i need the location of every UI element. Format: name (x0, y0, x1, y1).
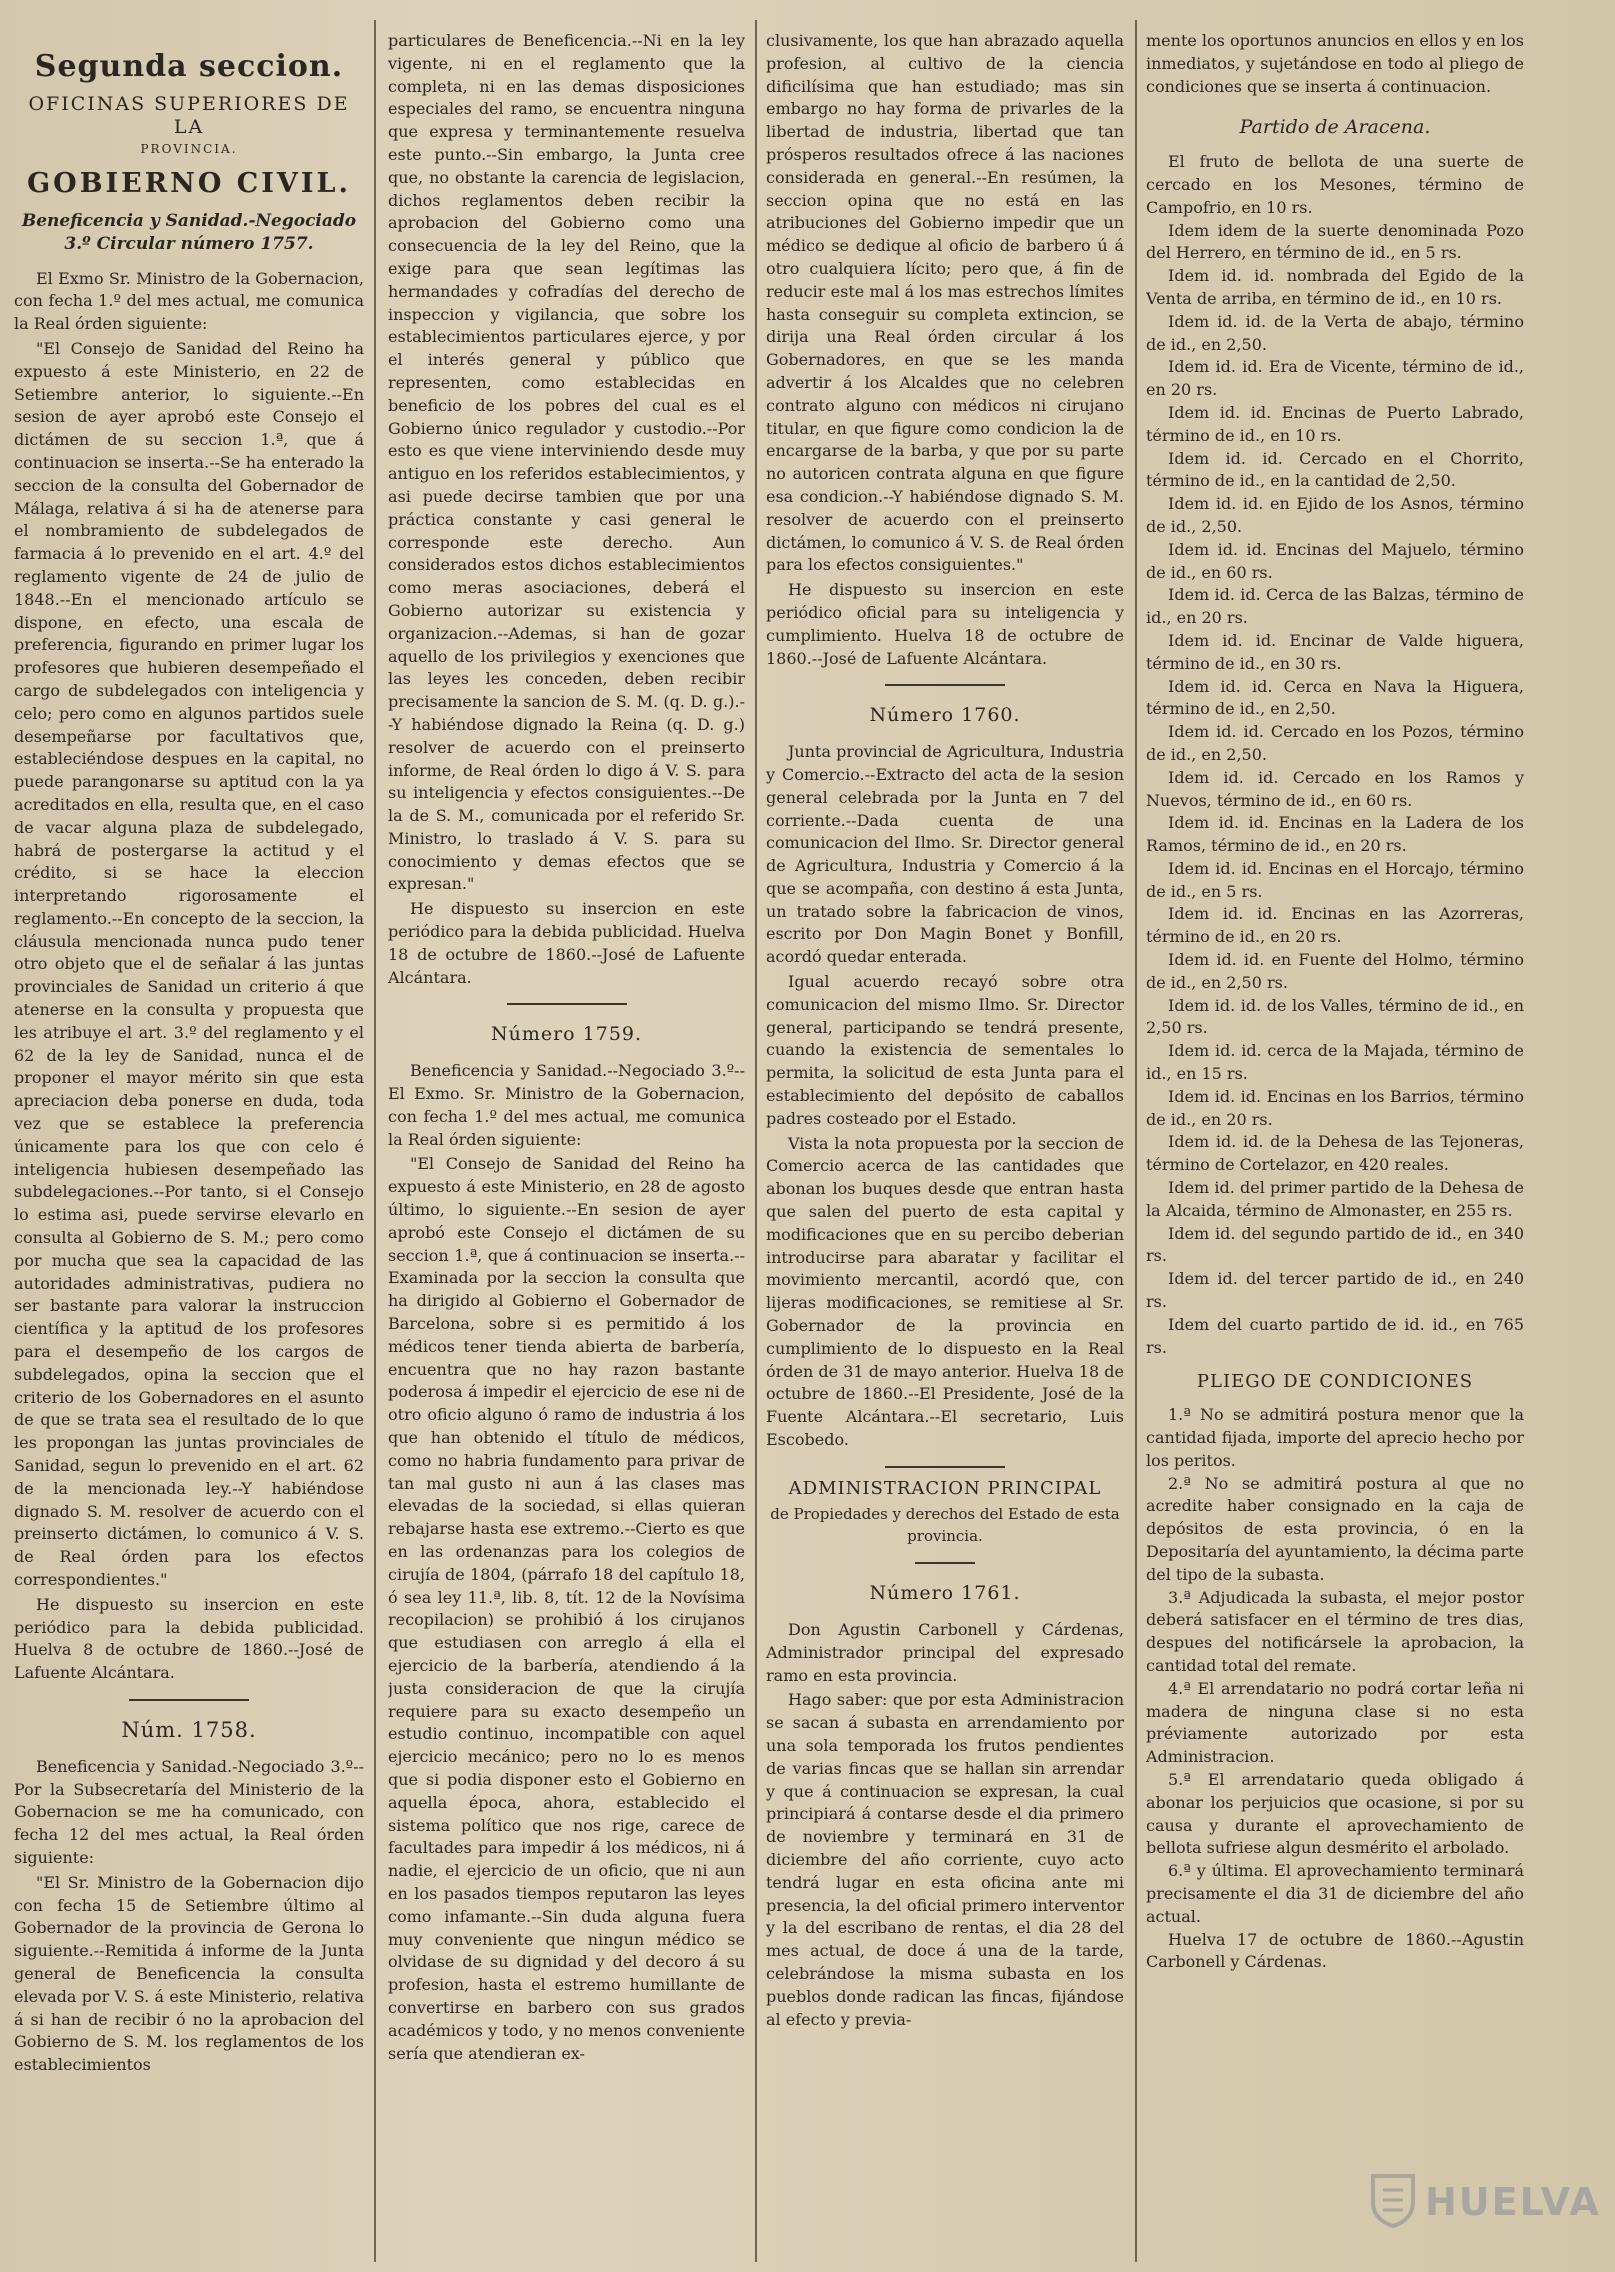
paragraph: particulares de Beneficencia.--Ni en la ley vigente, ni en el reglamento que la completa, ni en las demas disposiciones especiales del ramo, se encuentra ninguna que expresa y terminantemente resuelva este punto.--Sin embargo, la Junta cree que, no obstante la carencia de legislacion, dichos reglamentos deben recibir la aprobacion del Gobierno como una consecuencia de la ley del Reino, que la exige para que sean legítimas las hermandades y cofradías del derecho de inspeccion y vigilancia, que sobre los establecimientos particulares ejerce, y por el interés general y público que representen, como establecidas en beneficio de los pobres del cual es el Gobierno único regulador y custodio.--Por esto es que viene interviniendo desde muy antiguo en los referidos establecimientos, y asi puede decirse tambien que por una práctica constante y casi general le corresponde este derecho. Aun considerados estos dichos establecimientos como meras asociaciones, deberá el Gobierno autorizar su existencia y organizacion.--Ademas, si han de gozar aquello de los privilegios y exenciones que las leyes les conceden, deben recibir precisamente la sancion de S. M. (q. D. g.).--Y habiéndose dignado la Reina (q. D. g.) resolver de acuerdo con el preinserto informe, de Real órden lo digo á V. S. para su inteligencia y efectos consiguientes.--De la de S. M., comunicada por el referido Sr. Ministro, lo traslado á V. S. para su conocimiento y demas efectos que se expresan." (388, 31, 745, 894)
notice-number: Número 1761. (869, 1582, 1021, 1605)
auction-item: Idem id. id. cerca de la Majada, término de id., en 15 rs. (1146, 1041, 1524, 1084)
auction-item: Idem id. del primer partido de la Dehesa de la Alcaida, término de Almonaster, en 255 rs. (1146, 1178, 1524, 1220)
conditions-heading: PLIEGO DE CONDICIONES (1196, 1371, 1474, 1393)
condition-item: 1.ª No se admitirá postura menor que la cantidad fijada, importe del aprecio hecho por los peritos. (1146, 1405, 1524, 1470)
district-heading: Partido de Aracena. (1239, 116, 1431, 139)
auction-item: Idem id. id. Encinas en los Barrios, término de id., en 20 rs. (1146, 1086, 1524, 1129)
column-4 (1146, 30, 1524, 2252)
admin-subheading: de Propiedades y derechos del Estado de esta provincia. (770, 1504, 1120, 1546)
auction-item: Idem id. del segundo partido de id., en 340 rs. (1146, 1223, 1524, 1266)
auction-item: Idem id. id. Encinar de Valde higuera, término de id., en 30 rs. (1146, 630, 1524, 673)
separator (885, 684, 1005, 686)
separator (915, 1562, 975, 1564)
paragraph: He dispuesto su insercion en este periódico para la debida publicidad. Huelva 8 de octubre de 1860.--José de Lafuente Alcántara. (14, 1594, 364, 1683)
auction-item: Idem id. id. Cercado en el Chorrito, término de id., en la cantidad de 2,50. (1146, 448, 1524, 491)
auction-items (1146, 151, 1524, 1359)
auction-item: Idem id. id. en Fuente del Holmo, término de id., en 2,50 rs. (1146, 950, 1524, 992)
column-rule (374, 20, 376, 2262)
paragraph: He dispuesto su insercion en este periódico para la debida publicidad. Huelva 18 de octubre de 1860.--José de Lafuente Alcántara. (388, 899, 745, 987)
auction-item: Idem id. id. nombrada del Egido de la Venta de arriba, en término de id., en 10 rs. (1146, 266, 1524, 308)
paragraph: "El Sr. Ministro de la Gobernacion dijo con fecha 15 de Setiembre último al Gobernador de la provincia de Gerona lo siguiente.--Remitida á informe de la Junta general de Beneficencia la consulta elevada por V. S. á este Ministerio, relativa á si han de recibir ó no la aprobacion del Gobierno de S. M. los reglamentos de los establecimientos (14, 1872, 364, 2075)
section-heading: Segunda seccion. (34, 49, 344, 84)
column-2 (388, 30, 745, 2252)
condition-item: 6.ª y última. El aprovechamiento terminará precisamente el dia 31 de diciembre del año actual. (1146, 1861, 1524, 1926)
paragraph: El Exmo Sr. Ministro de la Gobernacion, con fecha 1.º del mes actual, me comunica la Real órden siguiente: (14, 268, 364, 334)
auction-item: Idem id. id. Cercado en los Pozos, término de id., en 2,50. (1146, 722, 1524, 764)
auction-item: Idem id. id. Cerca en Nava la Higuera, término de id., en 2,50. (1146, 676, 1524, 719)
paragraph: Junta provincial de Agricultura, Industria y Comercio.--Extracto del acta de la sesion general celebrada por la Junta en 7 del corriente.--Dada cuenta de una comunicacion del Ilmo. Sr. Director general de Agricultura, Industria y Comercio á la que se acompaña, con destino á esta Junta, un tratado sobre la fabricacion de vinos, escrito por Don Magin Bonet y Bonfill, acordó quedar enterada. (766, 742, 1124, 967)
auction-item: Idem del cuarto partido de id. id., en 765 rs. (1146, 1314, 1524, 1357)
condition-item: Huelva 17 de octubre de 1860.--Agustin Carbonell y Cárdenas. (1146, 1929, 1524, 1972)
auction-item: Idem id. id. de la Dehesa de las Tejoneras, término de Cortelazor, en 420 reales. (1146, 1132, 1524, 1175)
paragraph: "El Consejo de Sanidad del Reino ha expuesto á este Ministerio, en 28 de agosto último, lo siguiente.--En sesion de ayer aprobó este Consejo el dictámen de su seccion 1.ª, que á continuacion se inserta.--Examinada por la seccion la consulta que ha dirigido al Gobierno el Gobernador de Barcelona, sobre si es permitido á los médicos tener tienda abierta de barbería, encuentra que no hay razon bastante poderosa á impedir el ejercicio de ese ni de otro oficio alguno ó ramo de industria á los que han obtenido el título de médicos, como no habria fundamento para privar de tan mal gusto ni aun á las clases mas elevadas de la sociedad, si ellas quieran rebajarse hasta ese extremo.--Cierto es que en las ordenanzas para los colegios de cirujía de 1804, (párrafo 18 del capítulo 18, ó sea ley 11.ª, lib. 8, tít. 12 de la Novísima recopilacion) se prohibió á los cirujanos que estudiasen con arreglo á ella el ejercicio de la barbería, atendiendo á la justa consideracion de que la cirujía requiere para su exacto desempeño un estudio continuo, incompatible con aquel ejercicio mecánico; pero no lo es menos que si podia disponer esto el Gobierno en aquella época, ahora, establecido el sistema político que nos rige, carece de facultades para impedir á los médicos, ni á nadie, el ejercicio de un oficio, que ni aun en los pasados tiempos reputaron las leyes como infamante.--Sin duda alguna fuera muy conveniente que ningun médico se olvidase de su dignidad y del decoro á su profesion, hasta el estremo humillante de convertirse en barbero con sus grados académicos y todo, y no menos conveniente sería que atendieran ex- (388, 1154, 745, 2063)
paragraph: Don Agustin Carbonell y Cárdenas, Administrador principal del expresado ramo en esta provincia. (766, 1620, 1124, 1685)
auction-item: Idem id. id. Era de Vicente, término de id., en 20 rs. (1146, 357, 1524, 400)
auction-item: Idem id. id. de la Verta de abajo, término de id., en 2,50. (1146, 311, 1524, 354)
condition-item: 4.ª El arrendatario no podrá cortar leña ni madera de ninguna clase si no esta préviamente autorizado por esta Administracion. (1146, 1678, 1524, 1767)
auction-item: Idem id. id. Cerca de las Balzas, término de id., en 20 rs. (1146, 585, 1524, 628)
admin-heading: ADMINISTRACION PRINCIPAL (788, 1477, 1102, 1499)
column-rule (755, 20, 757, 2262)
separator (885, 1466, 1005, 1468)
column-rule (1135, 20, 1137, 2262)
auction-item: Idem id. id. Encinas de Puerto Labrado, término de id., en 10 rs. (1146, 402, 1524, 445)
auction-item: Idem id. id. de los Valles, término de id., en 2,50 rs. (1146, 995, 1524, 1038)
auction-item: Idem id. id. Encinas en el Horcajo, término de id., en 5 rs. (1146, 858, 1524, 901)
condition-item: 2.ª No se admitirá postura al que no acredite haber consignado en la caja de depósitos de esta provincia, ó en la Depositaría del ayuntamiento, la décima parte del tipo de la subasta. (1146, 1473, 1524, 1584)
shield-icon (1369, 2172, 1417, 2228)
auction-item: Idem id. id. Encinas del Majuelo, término de id., en 60 rs. (1146, 539, 1524, 582)
notice-number: Núm. 1758. (121, 1717, 257, 1742)
paragraph: "El Consejo de Sanidad del Reino ha expuesto á este Ministerio, en 22 de Setiembre anterior, lo siguiente.--En sesion de ayer aprobó este Consejo el dictámen de su seccion 1.ª, que á continuacion se inserta.--Se ha enterado la seccion de la consulta del Gobernador de Málaga, relativa á si ha de atenerse para el nombramiento de subdelegados de farmacia á lo prevenido en el art. 4.º del reglamento vigente de 24 de julio de 1848.--En el mencionado artículo se dispone, en efecto, una escala de preferencia, figurando en primer lugar los profesores que hubieren desempeñado el cargo de subdelegados con inteligencia y celo; pero como en algunos partidos suele desempeñarse por facultativos que, estableciéndose despues en la capital, no puede parangonarse su aptitud con la ya acreditados en ella, resulta que, en el caso de vacar alguna plaza de subdelegado, habrá de postergarse la actitud y el crédito, si se hace la eleccion interpretando rigorosamente el reglamento.--En concepto de la seccion, la cláusula mencionada nunca pudo tener otro objeto que el de señalar á las juntas provinciales de Sanidad un criterio á que atenerse en la consulta y propuesta que les atribuye el art. 3.º del reglamento y el 62 de la ley de Sanidad, nunca el de proponer el mayor mérito sin que esta apreciacion deba ponerse en duda, toda vez que se establece la preferencia únicamente para los que con celo é inteligencia hubiesen desempeñado las subdelegaciones.--Por tanto, si el Consejo lo estima asi, puede servirse elevarlo en consulta al Gobierno de S. M.; pero como por mucha que sea la capacidad de las autoridades administrativas, pudiera no ser bastante para valorar la instruccion científica y la aptitud de los profesores para el desempeño de los cargos de subdelegados, opina la seccion que el criterio de los Gobernadores en el asunto de que se trata sea el resultado de lo que les propongan las juntas provinciales de Sanidad, segun lo prevenido en el art. 62 de la mencionada ley.--Y habiéndose dignado S. M. resolver de acuerdo con el preinserto dictámen, lo comunico á V. S. de Real órden para los efectos correspondientes." (14, 338, 364, 1589)
offices-heading: OFICINAS SUPERIORES DE LA (28, 92, 350, 138)
auction-item: Idem id. id. Encinas en la Ladera de los Ramos, término de id., en 20 rs. (1146, 813, 1524, 856)
paragraph: He dispuesto su insercion en este periódico oficial para su inteligencia y cumplimiento. Huelva 18 de octubre de 1860.--José de Lafuente Alcántara. (766, 580, 1124, 668)
paragraph: Beneficencia y Sanidad.--Negociado 3.º--El Exmo. Sr. Ministro de la Gobernacion, con fecha 1.º del mes actual, me comunica la Real órden siguiente: (388, 1061, 745, 1149)
auction-item: El fruto de bellota de una suerte de cercado en los Mesones, término de Campofrio, en 10 rs. (1146, 152, 1524, 217)
condition-item: 3.ª Adjudicada la subasta, el mejor postor deberá satisfacer en el término de tres dias, despues del notificársele la aprobacion, la cantidad total del remate. (1146, 1587, 1524, 1675)
conditions-list (1146, 1404, 1524, 1974)
paragraph: Beneficencia y Sanidad.-Negociado 3.º--Por la Subsecretaría del Ministerio de la Gobernacion se me ha comunicado, con fecha 12 del mes actual, la Real órden siguiente: (14, 1756, 364, 1867)
auction-item: Idem idem de la suerte denominada Pozo del Herrero, en término de id., en 5 rs. (1146, 220, 1524, 263)
separator (129, 1699, 249, 1701)
circular-subtitle: Beneficencia y Sanidad.-Negociado 3.º Circular número 1757. (21, 210, 357, 254)
paragraph: Vista la nota propuesta por la seccion de Comercio acerca de las cantidades que abonan los buques desde que entran hasta que salen del puerto de esta capital y modificaciones que en su percibo deberian introducirse para abaratar y facilitar el movimiento mercantil, acordó que, con lijeras modificaciones, se remitiese al Sr. Gobernador de la provincia en cumplimiento de lo dispuesto en la Real órden de 31 de mayo anterior. Huelva 18 de octubre de 1860.--El Presidente, José de la Fuente Alcántara.--El secretario, Luis Escobedo. (766, 1133, 1124, 1450)
watermark-text: HUELVA (1425, 2180, 1601, 2224)
paragraph: Igual acuerdo recayó sobre otra comunicacion del mismo Ilmo. Sr. Director general, participando se tendrá presente, cuando la existencia de sementales lo permita, la solicitud de esta Junta para el establecimiento del depósito de caballos padres costeado por el Estado. (766, 972, 1124, 1128)
notice-number: Número 1759. (490, 1023, 643, 1046)
separator (507, 1003, 627, 1005)
condition-item: 5.ª El arrendatario queda obligado á abonar los perjuicios que ocasione, si por su causa y durante el aprovechamiento de bellota sufriese algun desmérito el arbolado. (1146, 1769, 1524, 1858)
province-heading: PROVINCIA. (140, 142, 238, 157)
column-3 (766, 30, 1124, 2252)
paragraph: clusivamente, los que han abrazado aquella profesion, al cultivo de la ciencia dificilísima que han estudiado; mas sin embargo no hay forma de privarles de la libertad de industria, libertad que tan prósperos resultados ofrece á las naciones considerada en general.--En resúmen, la seccion opina que no está en las atribuciones del Gobierno impedir que un médico se dedique al oficio de barbero ú á otro cualquiera lícito; pero que, á fin de reducir este mal á los mas estrechos límites hasta conseguir su completa extincion, se dirija una Real órden circular á los Gobernadores, en que se les manda advertir á los Alcaldes que no celebren contrato alguno con médicos ni cirujano titular, en que figure como condicion la de encargarse de la barba, y que por su parte no autoricen contrata alguna en que figure esa condicion.--Y habiéndose dignado S. M. resolver de acuerdo con el preinserto dictámen, lo comunico á V. S. de Real órden para los efectos consiguientes." (766, 31, 1124, 575)
auction-item: Idem id. id. en Ejido de los Asnos, término de id., 2,50. (1146, 494, 1524, 536)
auction-item: Idem id. id. Cercado en los Ramos y Nuevos, término de id., en 60 rs. (1146, 767, 1524, 810)
government-heading: GOBIERNO CIVIL. (27, 168, 351, 200)
watermark-logo (1369, 2166, 1601, 2236)
paragraph: Hago saber: que por esta Administracion se sacan á subasta en arrendamiento por una sola temporada los frutos pendientes de varias fincas que se hallan sin arrendar y que á continuacion se expresan, la cual principiará á contarse desde el dia primero de noviembre y terminará en 31 de diciembre del año corriente, cuyo acto tendrá lugar en esta oficina ante mi presencia, la del oficial primero interventor y la del escribano de rentas, el dia 28 del mes actual, de doce á una de la tarde, celebrándose la misma subasta en los pueblos donde radican las fincas, fijándose al efecto y previa- (766, 1690, 1124, 2029)
auction-item: Idem id. id. Encinas en las Azorreras, término de id., en 20 rs. (1146, 904, 1524, 947)
notice-number: Número 1760. (869, 704, 1021, 727)
column-1 (14, 30, 364, 2252)
paragraph: mente los oportunos anuncios en ellos y en los inmediatos, y sujetándose en todo al pliego de condiciones que se inserta á continuacion. (1146, 31, 1524, 96)
auction-item: Idem id. del tercer partido de id., en 240 rs. (1146, 1269, 1524, 1312)
